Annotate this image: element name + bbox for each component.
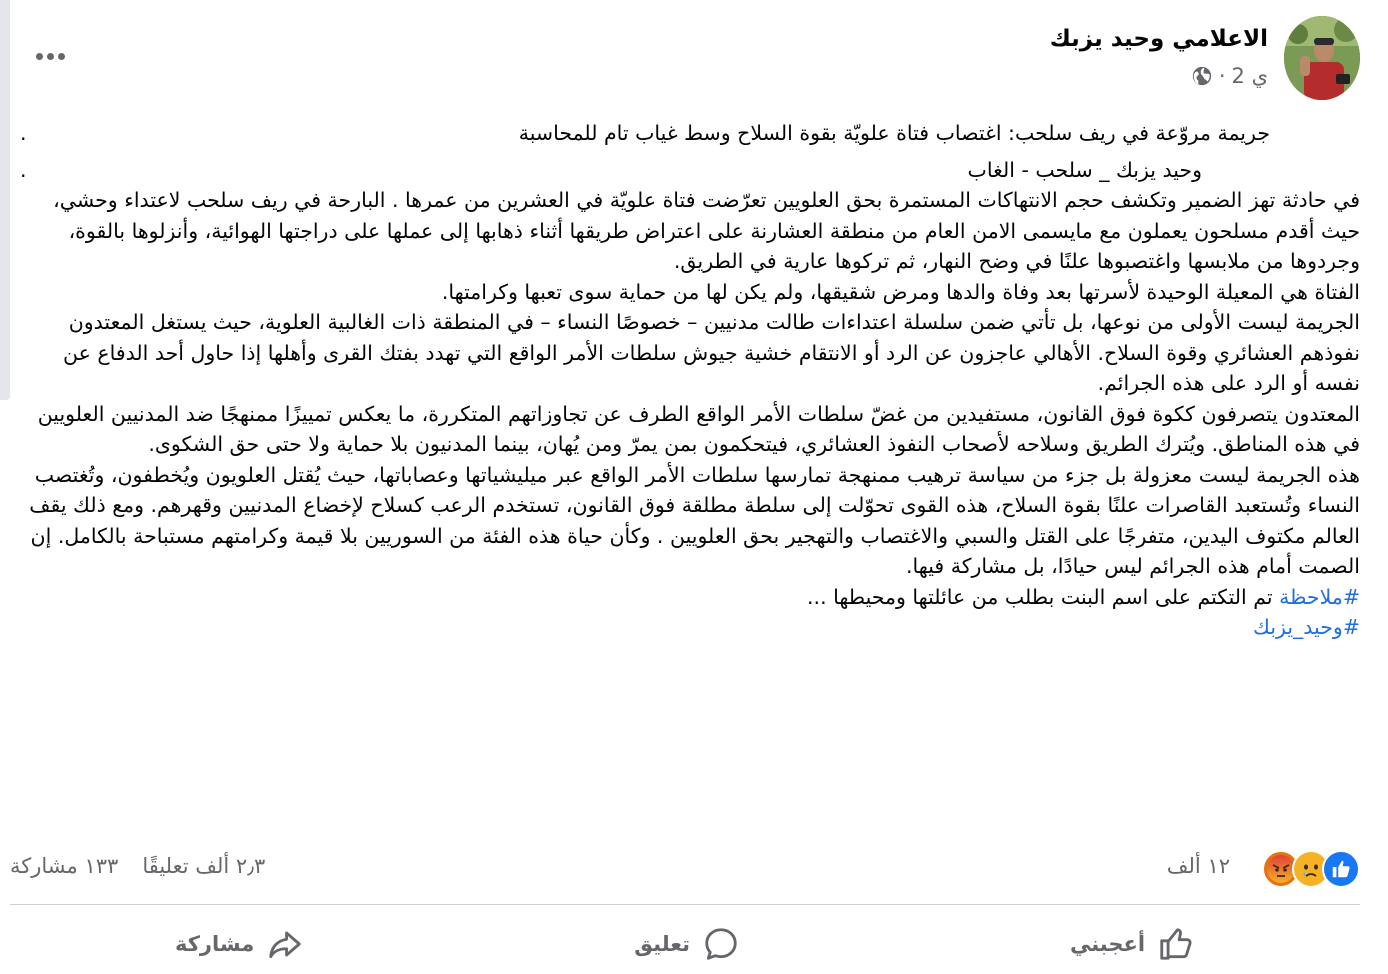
reaction-icons[interactable] [1270,850,1360,888]
comment-label: تعليق [634,932,691,956]
paragraph: المعتدون يتصرفون ككوة فوق القانون، مستفيدين من غضّ سلطات الأمر الواقع الطرف عن تجاوزاتهم المتكررة، ما يعكس تمييزًا ممنهجًا ضد المدنيين العلويين في هذه المناطق. ويُترك الطريق وسلاحه لأصحاب النفوذ العشائري، فيتحكمون بمن يمرّ ومن يُهان، بينما المدنيون بلا حماية ولا حتى حق الشكوى. [37,401,1360,456]
divider [10,904,1360,905]
post-time[interactable]: 2 ي [1231,64,1268,88]
author-name[interactable]: الاعلامي وحيد يزبك [1049,26,1268,52]
share-button[interactable] [157,919,322,969]
like-button[interactable] [1052,919,1213,969]
scrollbar-thumb[interactable] [0,0,10,400]
hashtag-link[interactable]: #وحيد_يزبك [1253,615,1360,639]
action-bar [10,914,1360,974]
paragraph: الجريمة ليست الأولى من نوعها، بل تأتي ضمن سلسلة اعتداءات طالت مدنيين – خصوصًا النساء – في المنطقة ذات الغالبية العلوية، حيث يستغل المعتدون نفوذهم العشائري وقوة السلاح. الأهالي عاجزون عن الرد أو الانتقام خشية جيوش سلطات الأمر الواقع التي تهدد بفتك القرى وأهلها إذا حاول أحد الدفاع عن نفسه أو الرد على هذه الجرائم. [63,310,1360,395]
meta-separator: · [1218,64,1226,88]
reactions-bar [10,850,1360,886]
post-header [1050,16,1360,100]
note-line [20,582,1360,613]
globe-icon[interactable] [1191,65,1213,87]
note-text: تم التكتم على اسم البنت بطلب من عائلتها ومحيطها ... [807,584,1280,609]
like-outline-icon [1157,925,1195,963]
share-count[interactable]: ١٣٣ مشاركة [10,854,119,878]
hashtag-link[interactable]: #ملاحظة [1279,584,1360,609]
post-stats [10,854,265,878]
comment-icon [702,925,740,963]
like-icon[interactable] [1322,850,1360,888]
paragraph: في حادثة تهز الضمير وتكشف حجم الانتهاكات المستمرة بحق العلويين تعرّضت فتاة علويّة في العشرين من عمرها . البارحة في ريف سلحب لاعتداء وحشي، حيث أقدم مسلحون يعملون مع مايسمى الامن العام من منطقة العشارنة على اعتراض طريقها أثناء ذهابها إلى عملها على دراجتها الهوائية، وأنزلوها بالقوة، وجردوها من ملابسها واغتصبوها علنًا في وضح النهار، ثم تركوها عارية في الطريق. [53,188,1360,273]
avatar-image [1284,16,1360,100]
paragraph: الفتاة هي المعيلة الوحيدة لأسرتها بعد وفاة والدها ومرض شقيقها، ولم يكن لها من حماية سوى تعبها وكرامتها. [441,279,1360,304]
share-icon [266,925,304,963]
avatar[interactable] [1284,16,1360,100]
comment-count[interactable]: ٢٫٣ ألف تعليقًا [142,854,266,878]
bullet-dot: . [20,157,27,182]
comment-button[interactable] [616,919,758,969]
headline-text: جريمة مروّعة في ريف سلحب: اغتصاب فتاة علويّة بقوة السلاح وسط غياب تام للمحاسبة [518,121,1270,145]
share-label: مشاركة [174,932,255,956]
post-body [20,118,1360,643]
hashtag-line [20,612,1360,643]
reaction-count[interactable]: ١٢ ألف [1166,854,1230,878]
like-label: أعجبني [1069,932,1146,956]
post-byline [20,155,1360,186]
byline-text: وحيد يزبك _ سلحب - الغاب [967,157,1202,182]
bullet-dot: . [20,121,27,145]
paragraph: هذه الجريمة ليست معزولة بل جزء من سياسة ترهيب ممنهجة تمارسها سلطات الأمر الواقع عبر ميليشياتها وعصاباتها، حيث يُقتل العلويون ويُخطفون، وتُغتصب النساء وتُستعبد القاصرات علنًا بقوة السلاح، هذه القوى تحوّلت إلى سلطة مطلقة فوق القانون، تستخدم الرعب كسلاح لإخضاع المدنيين وقهرهم. ومع ذلك يقف العالم مكتوف اليدين، متفرجًا على القتل والسبي والاغتصاب والتهجير بحق العلويين . وكأن حياة هذه الفئة من السوريين بلا قيمة وكرامتهم مستباحة بالكامل. إن الصمت أمام هذه الجرائم ليس حيادًا، بل مشاركة فيها. [29,462,1360,578]
more-options-icon[interactable] [30,40,70,72]
post-headline [20,118,1360,149]
